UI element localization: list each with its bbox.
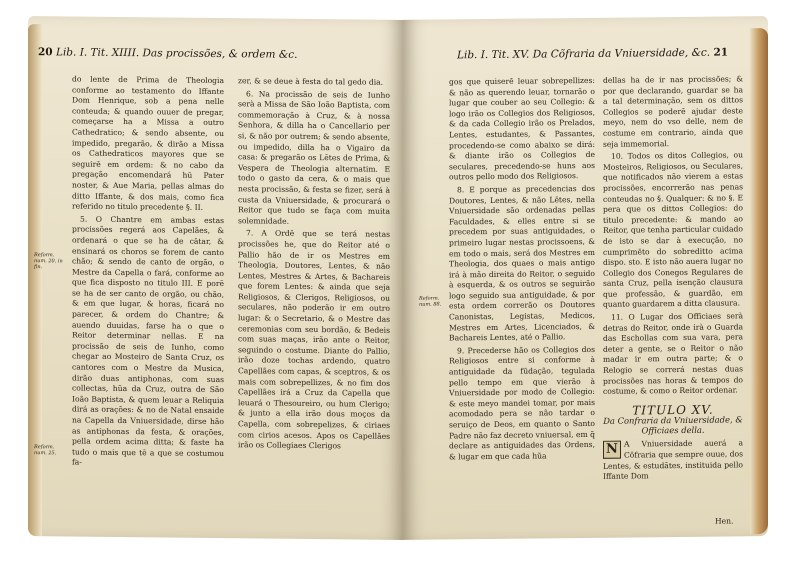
paragraph: 7. A Ordē que se terá nestas procissões he, que do Reitor até o Pallio hão de ir os Mestres em Theologia, Doutores, Lentes, & não Lentes, Mestres & Artes, & Bachareis que forem Lentes: & ainda que seja Religiosos, & Clerigos, Religiosos, ou seculares, não poderão ir em outro lugar: & o Secretario, & o Mestre das ceremonias com seu bordão, & Bedeis com suas maças, irão ante o Reitor, seguindo o costume. Diante do Pallio, irão doze tochas ardendo, quatro Capellães com capas, & sceptros, & os mais com sobrepellizes, & no fim dos Capellães irá a Cruz da Capella que leuará o Thesoureiro, ou hum Clerigo; & junto a ella irão dous moços da Capella, com sobrepelizes, & ciriaes com cirios acesos. Apos os Capellães irão os Collegiaes Clerigos — [238, 228, 390, 451]
left-header-title: Lib. I. Tit. XIIII. Das procissões, & ordem &c. — [55, 46, 298, 61]
left-column-2 — [238, 76, 390, 454]
margin-note-2: Reform. num. 25. — [34, 444, 57, 457]
catchword: Hen. — [715, 516, 734, 526]
right-column-2 — [603, 74, 743, 484]
left-folio: 20 — [38, 46, 53, 59]
right-column-1 — [449, 76, 595, 465]
paragraph: do lente de Prima de Theologia conforme ao testamento do Iffante Dom Henrique, sob a pena nelle conteuda; & quando ouuer de pregar, começarse ha a Missa a outro Cathedratico; & sendo absente, ou impedido, pregarão, & dirão a Missa os Cathedraticos mayores que se seguirē em ordem: & no cabo da pregação encomendará hū Pater noster, & Aue Maria, pellas almas do ditto Iffante, & dos mais, como fica referido no titulo precedente §. II. — [72, 74, 224, 212]
left-page-edge — [28, 24, 42, 536]
right-folio: 21 — [713, 46, 729, 59]
paragraph: 11. O Lugar dos Officiaes serà detras do Reitor, onde irà o Guarda das Eschollas com sua vara, pera deter a gente, se o Reitor o não madar ir em outra parte; & o Relogio se correrá nestas duas procissões nas horas & tempos do costume, & como o Reitor ordenar. — [603, 311, 743, 397]
left-running-header — [38, 46, 297, 61]
paragraph: 5. O Chantre em ambas estas procissões regerá aos Capelães, & ordenará o que se ha de cātar, & ensinará os choros se forem de canto chão; & sendo de canto de orgão, o Mestre da Capella o fará, conforme ao que fica disposto no titulo III. E porē se ha de ser canto de orgão, ou chão, & em que lugar, & horas, ficará no parecer, & ordem do Chantre; & auendo duuidas, farse ha o que o Reitor determinar nellas. E na procissão de seis de Iunho, como chegar ao Mosteiro de Santa Cruz, os cantores com o Mestre da Musica, dirão duas antiphonas, com suas collectas, hũa da Cruz, outra de São Ioão Baptista, & quem leuar a Reliquia dirá as orações: & no de Natal ensaide na Capella da Vniuersidade, dirse hão as antiphonas da festa, & orações, pella ordem acima ditta; & faste ha tudo o mais que tē a que se costumou fa- — [72, 214, 224, 467]
paragraph: 8. E porque as precedencias dos Doutores, Lentes, & não Lētes, nella Vniuersidade são ordenadas pellas Faculdades, & elles entre si se precedem por suas antiguidades, o primeiro lugar nestas procissoens, & em todo o mais, será dos Mestres em Theologia, dos quaes o mais antigo irá à mão direita do Reitor, o seguido à esquerda, & os outros se seguirão logo seguido sua antiguidade, & por esta ordem correrão os Doutores Canonistas, Legistas, Medicos, Mestres em Artes, Licenciados, & Bachareis Lentes, até o Pallio. — [449, 183, 595, 343]
paragraph: dellas ha de ir nas procissões; & por que declarando, guardar se ha a tal determinação, sem os dittos Collegios se poderē ajudar deste meyo, nem do vso delle, nem de costume em contrario, ainda que seja immemorial. — [603, 74, 743, 149]
right-running-header — [457, 47, 728, 62]
chapter-subtitle: Da Confraria da Vniuersidade, & Officiaes della. — [603, 414, 743, 436]
paragraph: gos que quiserē leuar sobrepellizes: & não as querendo leuar, tornarão o lugar que couber ao seu Collegio: & logo irão os Collegios dos Religiosos, & da cada Collegio irão os Prelados, Lentes, estudantes, & Passantes, procedendo-se como abaixo se dirá: & diante irão os Collegios de seculares, precedendo-se huns aos outros pello modo dos Religiosos. — [449, 75, 595, 182]
left-page — [28, 16, 403, 540]
paragraph: 6. Na procissão de seis de Iunho serà a Missa de São Ioão Baptista, com commemoração à Cruz, & à nossa Senhora, & dilla ha o Cancellario per si, & não por outrem; & sendo absente, ou impedido, dilla ha o Vigairo da casa: & pregarão os Lētes de Prima, & Vespera de Theologia alternatim. E todo o gasto da cera, & o mais que nesta procissão, & festa se fizer, será à custa da Vniuersidade, & procurará o Reitor que tudo se faça com muita solemnidade. — [238, 88, 390, 226]
open-book — [18, 18, 778, 548]
chapter-title: TITULO XV. — [632, 402, 714, 418]
right-header-title: Lib. I. Tit. XV. Da Cõfraria da Vniuersidade, &c. — [457, 46, 711, 62]
margin-note-3: Reform. num. 88. — [419, 295, 442, 308]
paragraph: zer, & se deue à festa do tal gedo dia. — [238, 76, 384, 87]
left-column-1 — [72, 74, 224, 472]
closing-paragraph — [603, 439, 743, 483]
right-page — [403, 16, 768, 540]
chapter-title-block — [603, 404, 743, 436]
closing-text: A Vniuersidade auerá a Cōfraria que sempre ouue, dos Lentes, & estudātes, instituida pello Iffante Dom — [603, 438, 744, 482]
paragraph: 9. Precederse hão os Collegios dos Religiosos entre si conforme à antiguidade da fūdação, tegulada pello tempo em que vierão à Vniuersidade por modo de Collegio: & este meyo mandei tomar, por mais acomodado pera se não tardar o seruiço de Deos, em quanto o Santo Padre não faz decreto vniuersal, em q̃ declare as antiguidades das Ordens, & lugar em que cada hũa — [449, 344, 595, 462]
margin-note-1: Reform. num. 20. in fin. — [34, 252, 63, 271]
right-page-edge — [750, 28, 768, 534]
drop-cap: N — [603, 441, 621, 459]
paragraph: 10. Todos os ditos Collegios, ou Mosteiros, Religiosos, ou Seculares, que notificados não vierem a estas procissões, encorrerão nas penas conteudas no §. Qualquer: & no §. E pera que os dittos Collegios: do titulo precedente: & mando ao Reitor, que tenha particular cuidado de isto se dar à execução, no cumprimēto do sobreditto acima dispo. sto. E isto não auera lugar no Collegio dos Conegos Regulares de santa Cruz, pella isenção clausura que professão, & guardão, em quanto guardarem a ditta clausura. — [603, 150, 743, 310]
